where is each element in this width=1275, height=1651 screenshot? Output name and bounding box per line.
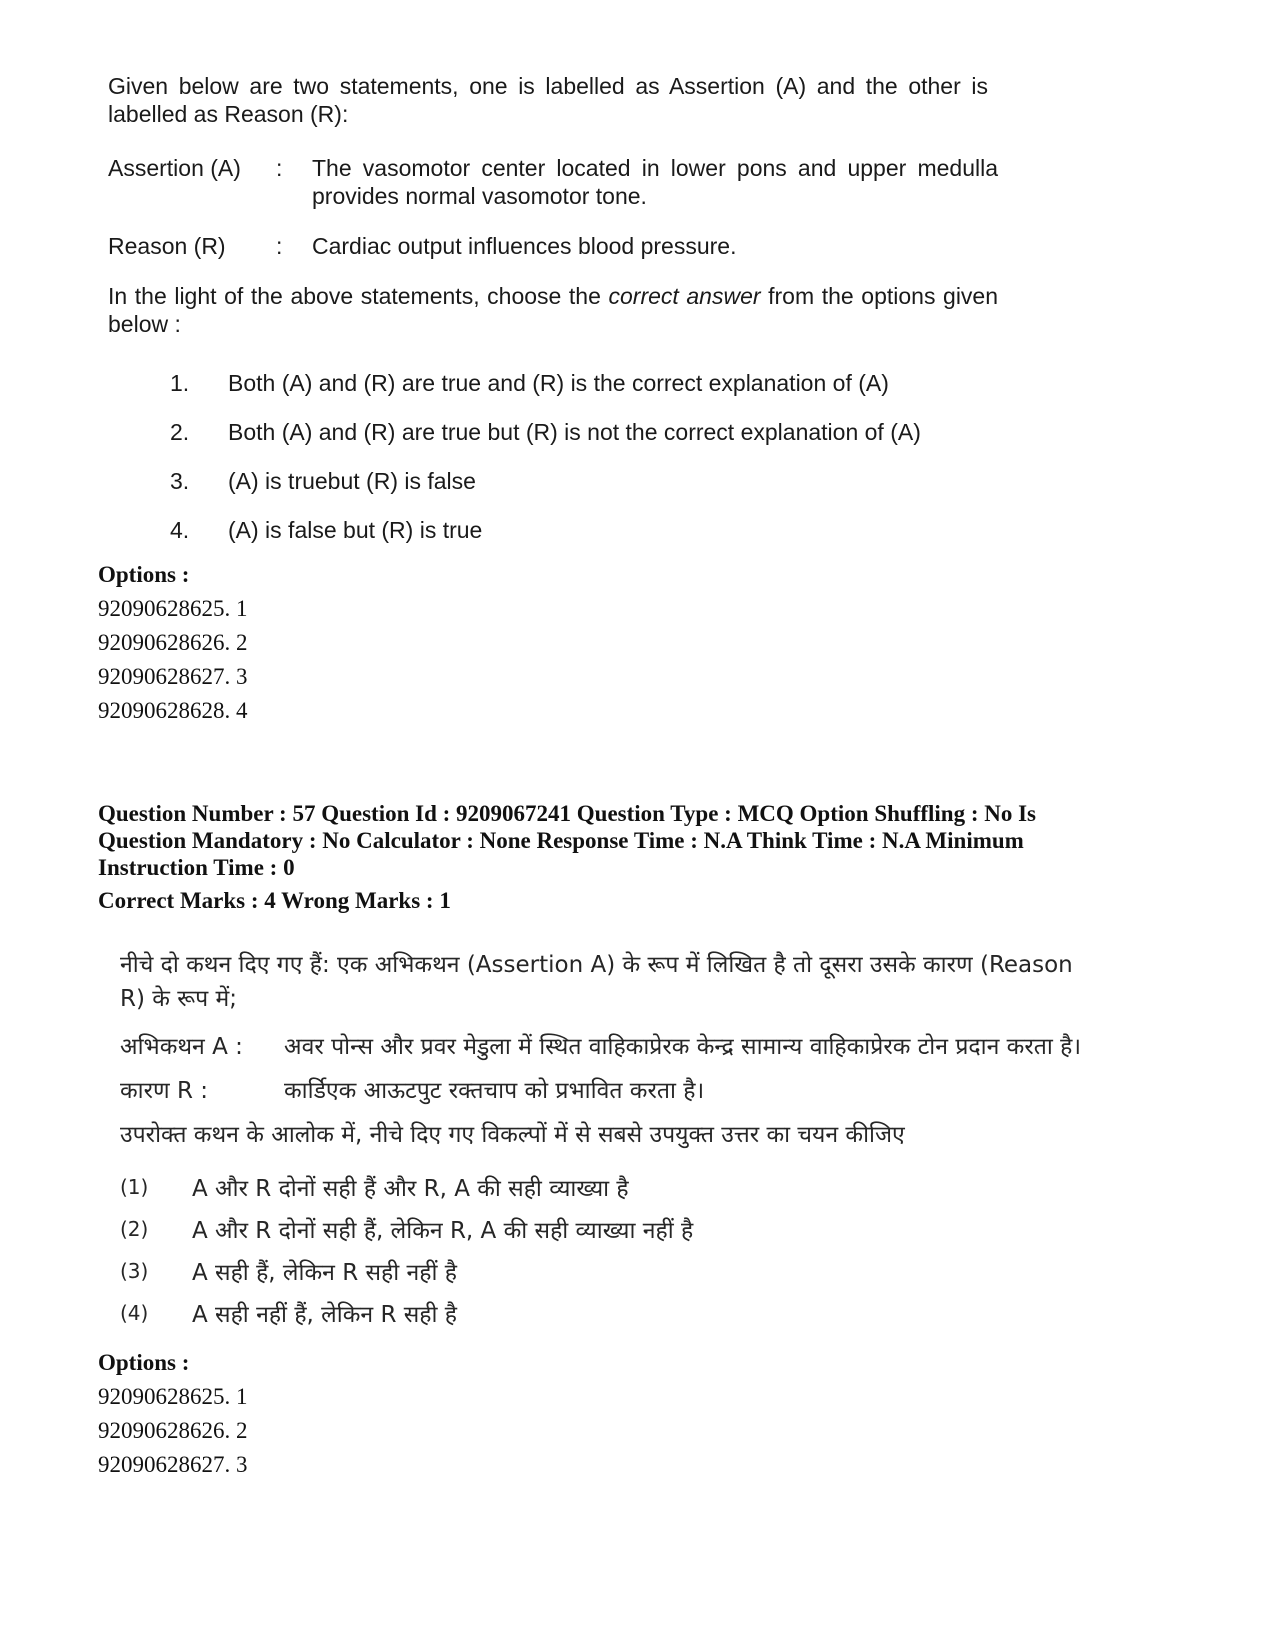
answer-choices bbox=[170, 358, 998, 554]
choice-number: (3) bbox=[120, 1259, 149, 1283]
answer-choice bbox=[170, 358, 998, 407]
choice-text: A सही हैं, लेकिन R सही नहीं है bbox=[192, 1260, 457, 1286]
question-57-metadata bbox=[98, 800, 1188, 914]
assertion-text: अवर पोन्स और प्रवर मेडुला में स्थित वाहिकाप्रेरक केन्द्र सामान्य वाहिकाप्रेरक टोन प्रदान करता है। bbox=[284, 1034, 1082, 1060]
assertion-row bbox=[120, 1030, 1100, 1064]
reason-row bbox=[108, 232, 998, 260]
reason-text: Cardiac output influences blood pressure. bbox=[312, 233, 737, 259]
choice-number: 3. bbox=[170, 467, 190, 494]
option-item: 92090628627. 3 bbox=[98, 664, 248, 689]
answer-choices bbox=[120, 1166, 1100, 1334]
choice-text: A सही नहीं हैं, लेकिन R सही है bbox=[192, 1302, 457, 1328]
lead-before: In the light of the above statements, choose the bbox=[108, 283, 601, 309]
choice-number: 4. bbox=[170, 516, 190, 543]
reason-label: Reason (R) bbox=[108, 233, 226, 259]
answer-choice bbox=[120, 1208, 1100, 1250]
options-heading: Options : bbox=[98, 1350, 190, 1375]
metadata-line-2: Question Mandatory : No Calculator : None Response Time : N.A Think Time : N.A Minimum bbox=[98, 828, 1024, 853]
question-lead: उपरोक्त कथन के आलोक में, नीचे दिए गए विकल्पों में से सबसे उपयुक्त उत्तर का चयन कीजिए bbox=[120, 1122, 905, 1148]
lead-emphasis: correct answer bbox=[608, 283, 761, 309]
answer-choice bbox=[120, 1250, 1100, 1292]
choice-number: (2) bbox=[120, 1217, 149, 1241]
choice-text: (A) is truebut (R) is false bbox=[228, 467, 476, 494]
metadata-line-1: Question Number : 57 Question Id : 9209067241 Question Type : MCQ Option Shuffling : No Is bbox=[98, 801, 1037, 826]
assertion-label: Assertion (A) bbox=[108, 155, 241, 181]
option-item: 92090628625. 1 bbox=[98, 596, 248, 621]
choice-text: (A) is false but (R) is true bbox=[228, 516, 483, 543]
marks-line: Correct Marks : 4 Wrong Marks : 1 bbox=[98, 888, 451, 913]
assertion-row bbox=[108, 154, 998, 210]
choice-number: 1. bbox=[170, 369, 190, 396]
answer-choice bbox=[170, 456, 998, 505]
assertion-label: अभिकथन A : bbox=[120, 1034, 243, 1060]
choice-number: 2. bbox=[170, 418, 190, 445]
options-block-2 bbox=[98, 1346, 248, 1482]
reason-label: कारण R : bbox=[120, 1078, 209, 1104]
options-heading: Options : bbox=[98, 562, 190, 587]
choice-number: (1) bbox=[120, 1175, 149, 1199]
reason-separator: : bbox=[276, 233, 283, 259]
question-56-image bbox=[108, 72, 998, 554]
option-item: 92090628625. 1 bbox=[98, 1384, 248, 1409]
reason-row bbox=[120, 1074, 1100, 1108]
question-intro: Given below are two statements, one is labelled as Assertion (A) and the other is labelled as Reason (R): bbox=[108, 73, 988, 127]
question-57-image bbox=[120, 948, 1100, 1334]
option-item: 92090628626. 2 bbox=[98, 1418, 248, 1443]
question-intro: नीचे दो कथन दिए गए हैं: एक अभिकथन (Assertion A) के रूप में लिखित है तो दूसरा उसके कारण (Reason R) के रूप में; bbox=[120, 952, 1073, 1012]
options-block-1 bbox=[98, 558, 248, 728]
assertion-separator: : bbox=[276, 155, 283, 181]
choice-number: (4) bbox=[120, 1301, 149, 1325]
assertion-text: The vasomotor center located in lower pons and upper medulla provides normal vasomotor tone. bbox=[312, 155, 998, 209]
answer-choice bbox=[120, 1292, 1100, 1334]
choice-text: A और R दोनों सही हैं, लेकिन R, A की सही व्याख्या नहीं है bbox=[192, 1218, 694, 1244]
answer-choice bbox=[170, 505, 998, 554]
question-lead bbox=[108, 282, 998, 338]
choice-text: Both (A) and (R) are true and (R) is the correct explanation of (A) bbox=[228, 369, 889, 396]
option-item: 92090628628. 4 bbox=[98, 698, 248, 723]
lead-after: from the options given below : bbox=[108, 283, 999, 337]
choice-text: Both (A) and (R) are true but (R) is not the correct explanation of (A) bbox=[228, 418, 921, 445]
option-item: 92090628627. 3 bbox=[98, 1452, 248, 1477]
answer-choice bbox=[170, 407, 998, 456]
reason-text: कार्डिएक आऊटपुट रक्तचाप को प्रभावित करता है। bbox=[284, 1078, 705, 1104]
option-item: 92090628626. 2 bbox=[98, 630, 248, 655]
choice-text: A और R दोनों सही हैं और R, A की सही व्याख्या है bbox=[192, 1176, 629, 1202]
answer-choice bbox=[120, 1166, 1100, 1208]
metadata-line-3: Instruction Time : 0 bbox=[98, 855, 295, 880]
